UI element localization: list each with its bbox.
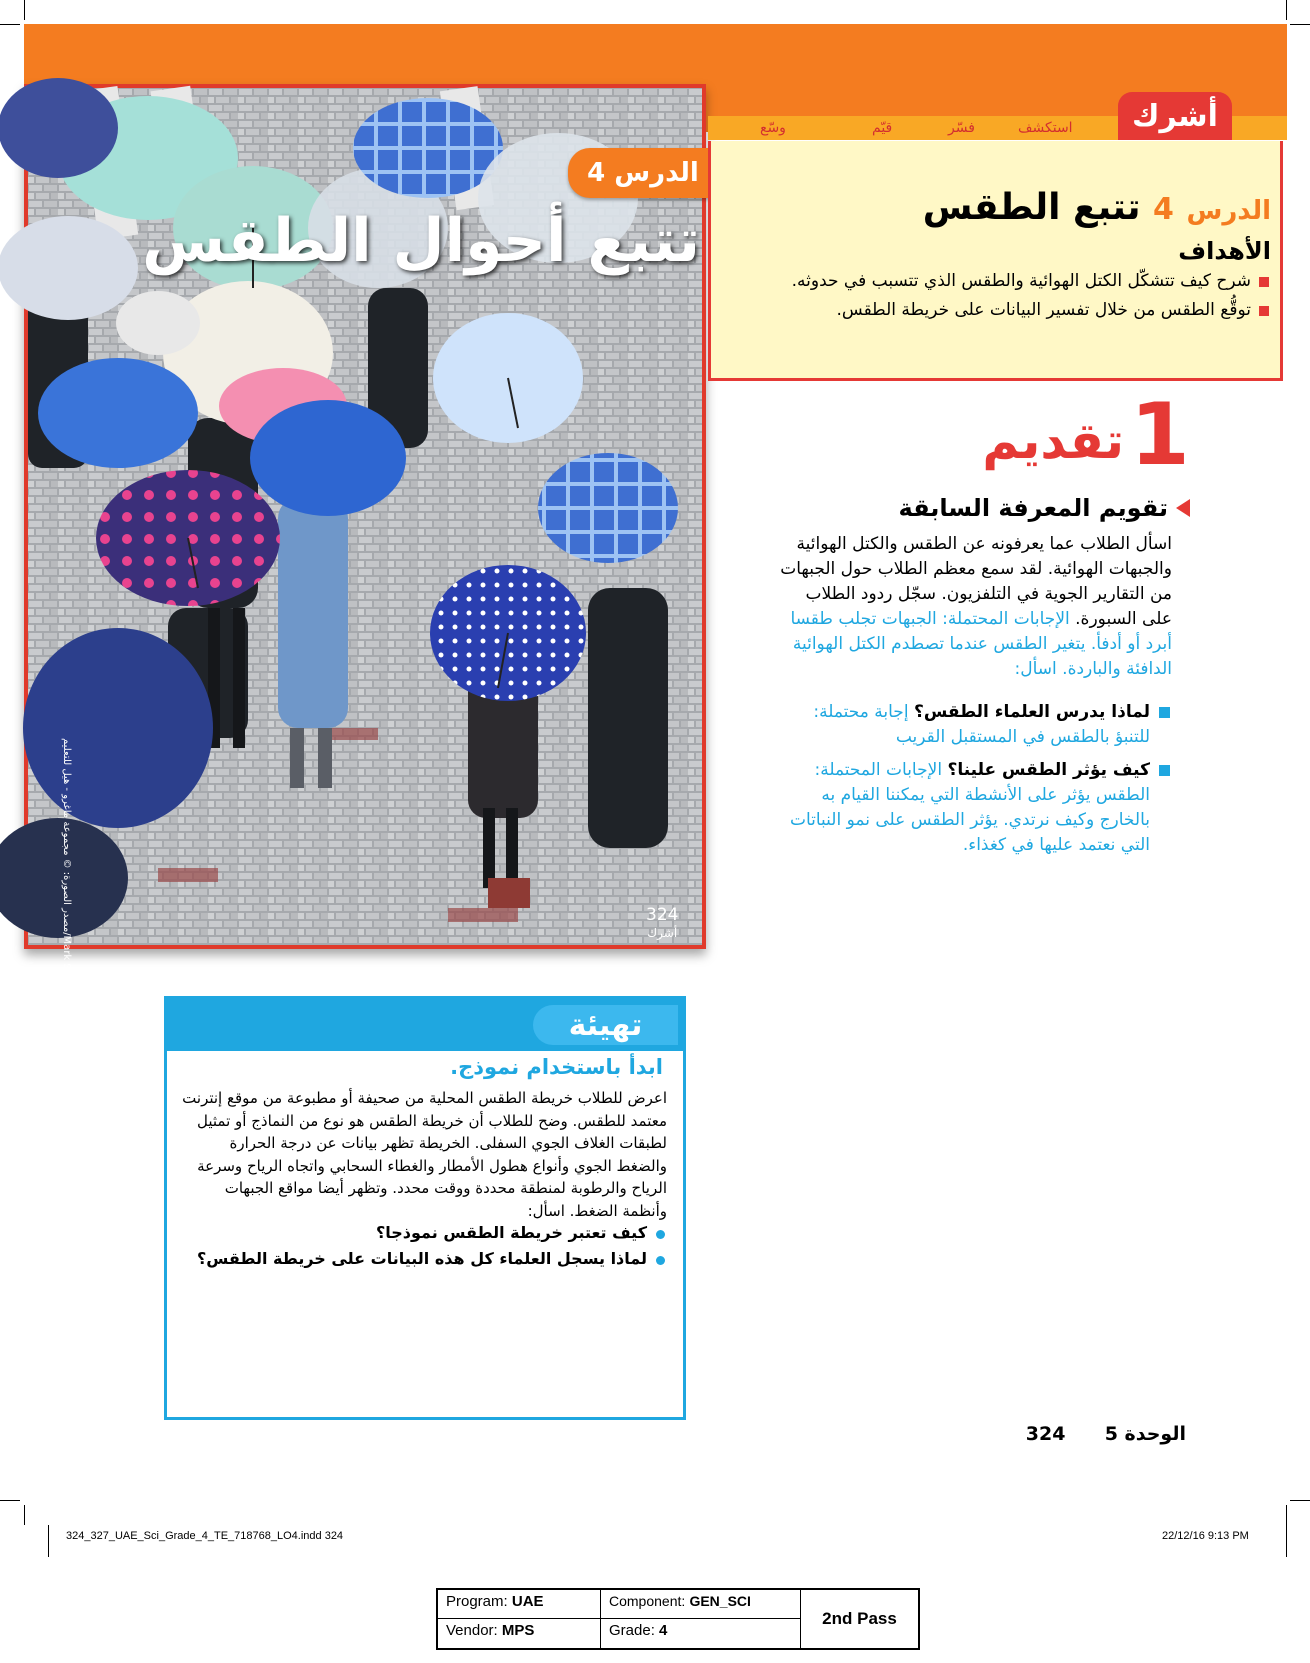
- pass-cell: 2nd Pass: [822, 1609, 897, 1628]
- vendor-cell: [438, 1619, 601, 1648]
- crop-mark: [0, 1500, 20, 1501]
- crop-mark: [1286, 1505, 1287, 1525]
- lesson-title-text: تتبع الطقس: [922, 187, 1141, 228]
- crop-mark: [1290, 1500, 1310, 1501]
- component-label: Component:: [609, 1593, 686, 1609]
- paragraph-text: اسأل الطلاب عما يعرفونه عن الطقس والكتل الهوائية والجبهات الهوائية. لقد سمع معظم الطلاب حول الجبهات من التقارير الجوية في التلفزيون. سجّل ردود الطلاب على السبورة.: [780, 534, 1172, 629]
- step-explore: استكشف: [1018, 120, 1073, 136]
- program-label: Program:: [446, 1593, 508, 1610]
- crop-mark: [24, 0, 25, 20]
- photo-credit: [61, 738, 88, 1014]
- question-answer: إجابة محتملة: للتنبؤ بالطقس في المستقبل القريب: [813, 702, 1150, 747]
- objectives-list: [731, 269, 1271, 327]
- unit-label: الوحدة: [1124, 1423, 1186, 1445]
- arrow-left-icon: [1176, 499, 1190, 517]
- photo-lesson-tab: الدرس 4: [568, 148, 718, 198]
- warmup-title: تهيئة: [533, 1005, 678, 1045]
- job-ticket: [436, 1588, 920, 1650]
- photo-title: تتبع أحوال الطقس: [142, 206, 700, 276]
- objective-item: توقُّع الطقس من خلال تفسير البيانات على خريطة الطقس.: [731, 298, 1271, 323]
- photo-folio: [646, 906, 678, 942]
- warmup-header: [167, 999, 683, 1051]
- photo-folio-page: 324: [646, 905, 679, 925]
- slug-datetime: 22/12/16 9:13 PM: [1162, 1530, 1249, 1542]
- photo-credit-text: مصدر الصورة: © مجموعة ماغرو - هيل للتعليم/Mark Steinmetz: [61, 738, 72, 1014]
- question-item: [780, 758, 1172, 858]
- step-evaluate: قيّم: [872, 120, 893, 136]
- warmup-question: لماذا يسجل العلماء كل هذه البيانات على خريطة الطقس؟: [183, 1249, 669, 1268]
- grade-label: Grade:: [609, 1622, 655, 1639]
- lesson-title: [751, 187, 1271, 228]
- question-text: كيف يؤثر الطقس علينا؟: [947, 760, 1150, 780]
- lesson-number: 4: [1153, 192, 1174, 227]
- photo-folio-label: أشرك: [647, 926, 678, 940]
- question-item: [780, 700, 1172, 750]
- slug-line: [1286, 1525, 1287, 1557]
- engage-tab: أشرك: [1118, 92, 1232, 140]
- component-cell: [601, 1590, 801, 1619]
- crop-mark: [24, 1505, 25, 1525]
- vendor-label: Vendor:: [446, 1622, 498, 1639]
- umbrellas-photo: [28, 88, 702, 1014]
- section-paragraph: [780, 532, 1172, 682]
- crop-mark: [0, 24, 20, 25]
- step-explain: فسّر: [948, 120, 975, 136]
- question-text: لماذا يدرس العلماء الطقس؟: [913, 702, 1150, 722]
- section-subheading: تقويم المعرفة السابقة: [898, 494, 1168, 522]
- slug-line: [48, 1525, 49, 1557]
- warmup-lead: ابدأ باستخدام نموذج.: [450, 1055, 663, 1079]
- unit-number: 5: [1104, 1423, 1118, 1445]
- objectives-box: [708, 141, 1283, 381]
- lesson-label: الدرس: [1186, 196, 1271, 226]
- section-number: 1: [1130, 385, 1190, 485]
- objectives-heading: الأهداف: [1178, 237, 1271, 265]
- warmup-box: [164, 996, 686, 1420]
- page-footer: [1000, 1423, 1186, 1445]
- objective-item: شرح كيف تتشكّل الكتل الهوائية والطقس الذي تتسبب في حدوثه.: [731, 269, 1271, 294]
- question-answer: الإجابات المحتملة: الطقس يؤثر على الأنشطة التي يمكننا القيام به بالخارج وكيف نرتدي. يؤثر الطقس على نمو النباتات التي نعتمد عليها في كغذاء.: [789, 760, 1150, 855]
- component-value: GEN_SCI: [689, 1593, 751, 1609]
- vendor-value: MPS: [501, 1622, 535, 1639]
- warmup-body: اعرض للطلاب خريطة الطقس المحلية من صحيفة أو مطبوعة من موقع إنترنت معتمد للطقس. وضح للطلاب أن خريطة الطقس هو نوع من النماذج أو تمثيل لطبقات الغلاف الجوي السفلى. الخريطة تظهر بيانات عن درجة الحرارة والضغط الجوي وأنواع هطول الأمطار والغطاء السحابي واتجاه الرياح وسرعة الرياح والرطوبة لمنطقة محددة ووقت محدد. وتظهر أيضا مواقع الجبهات وأنظمة الضغط. اسأل:: [182, 1089, 667, 1220]
- warmup-question: كيف تعتبر خريطة الطقس نموذجا؟: [183, 1223, 669, 1242]
- step-extend: وسّع: [760, 120, 786, 136]
- crop-mark: [1286, 0, 1287, 20]
- slug-file: 324_327_UAE_Sci_Grade_4_TE_718768_LO4.indd 324: [66, 1530, 344, 1542]
- paragraph-answer: الإجابات المحتملة: الجبهات تجلب طقسا أبرد أو أدفأ. يتغير الطقس عندما تصطدم الكتل الهوائية الدافئة والباردة. اسأل:: [790, 609, 1172, 679]
- grade-value: 4: [659, 1622, 668, 1639]
- grade-cell: [601, 1619, 801, 1648]
- page-number: 324: [1025, 1423, 1066, 1445]
- lesson-photo-frame: [24, 84, 706, 1014]
- crop-mark: [1290, 24, 1310, 25]
- section-title: تقديم: [982, 412, 1124, 470]
- program-cell: [438, 1590, 601, 1619]
- program-value: UAE: [511, 1593, 544, 1610]
